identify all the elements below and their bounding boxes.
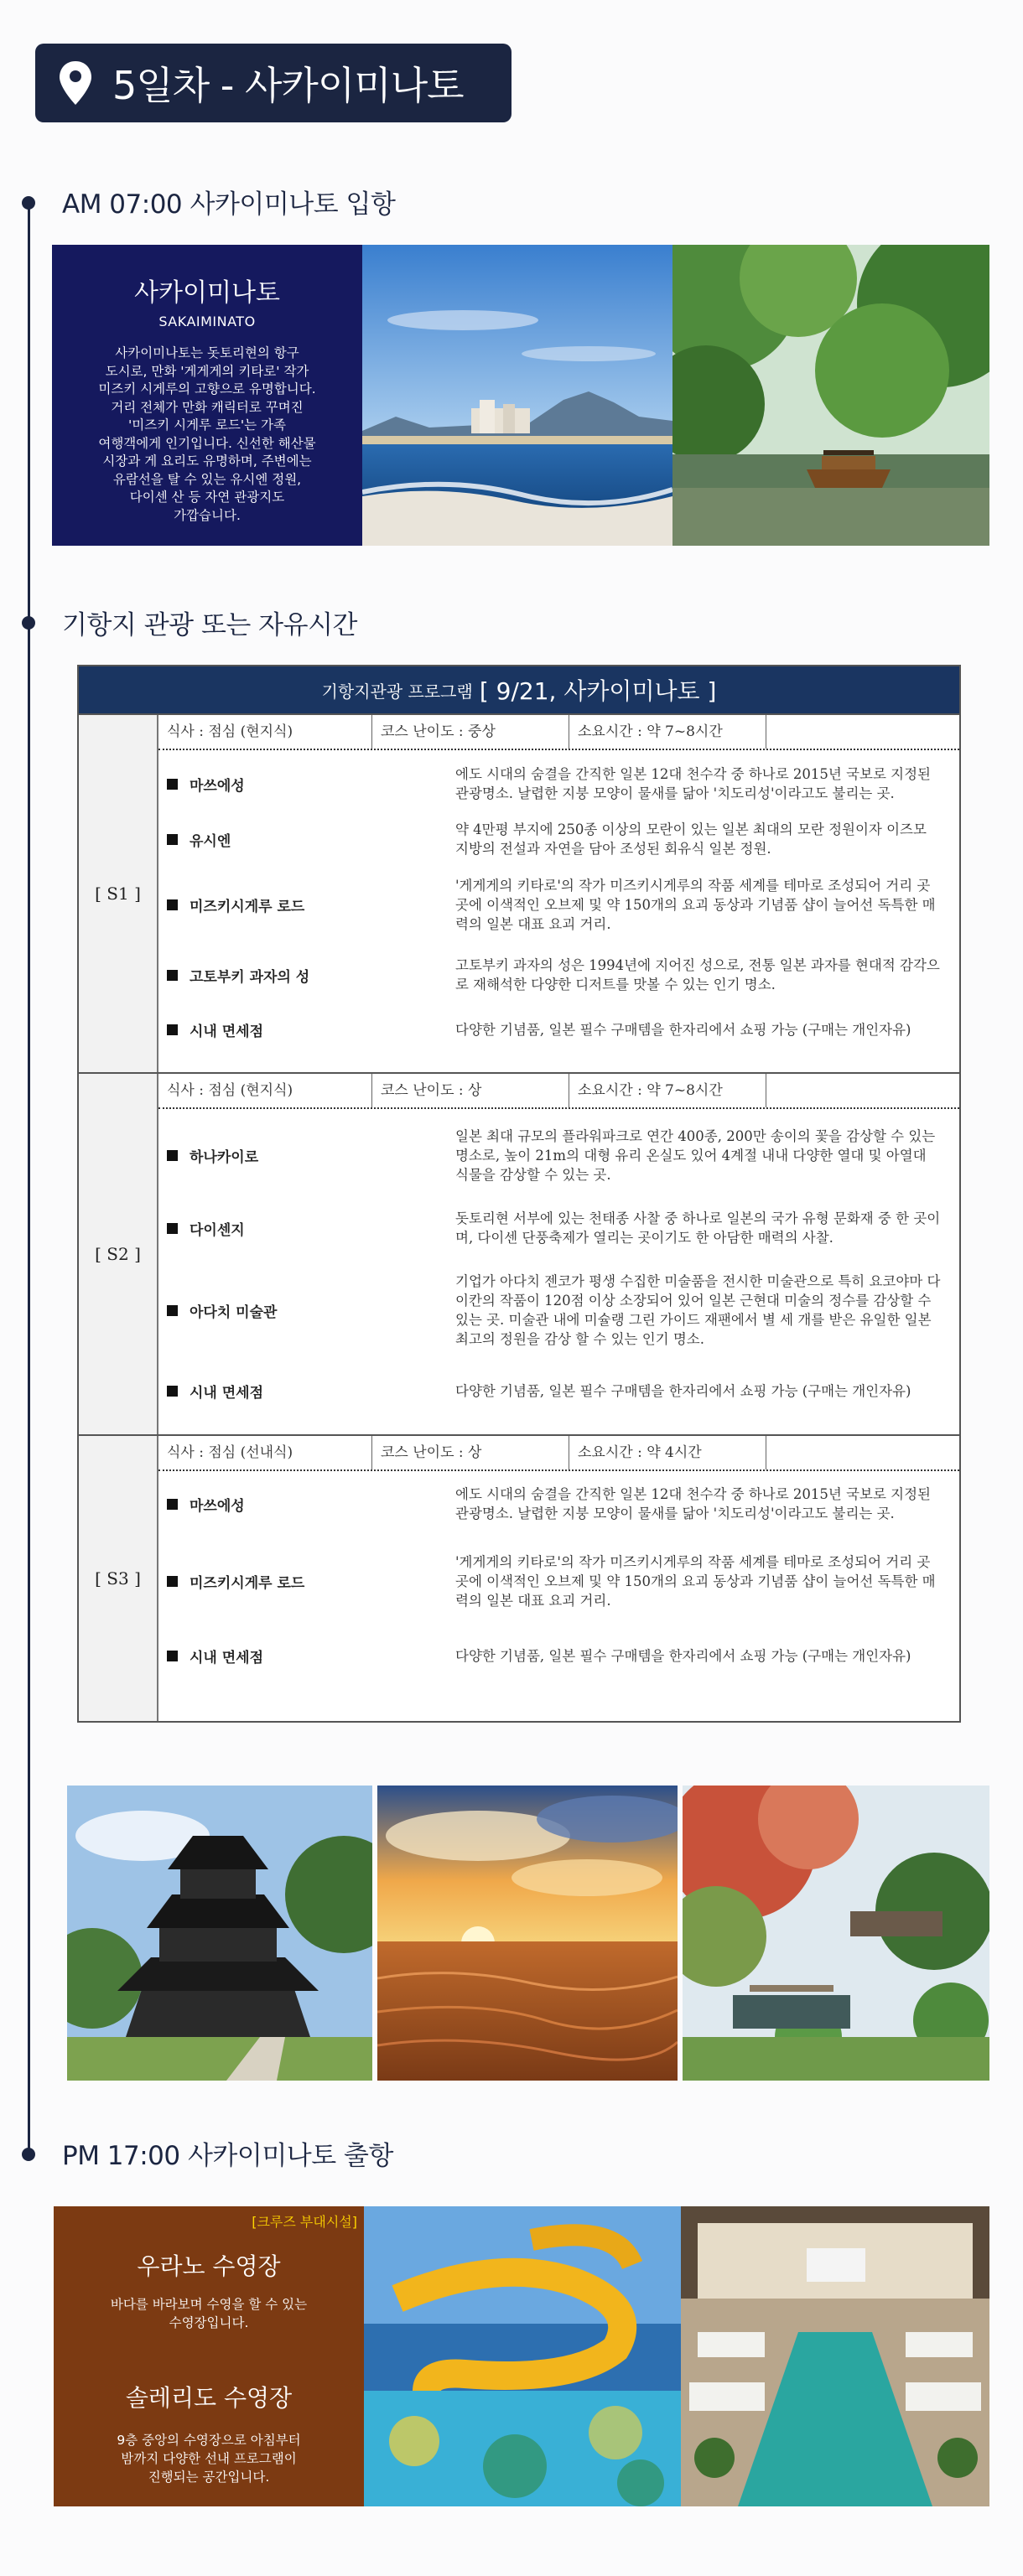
river-boat-photo xyxy=(672,245,989,546)
session-label: [ S1 ] xyxy=(79,715,158,1072)
place-desc: 다양한 기념품, 일본 필수 구매템을 한자리에서 쇼핑 가능 (구매는 개인자유) xyxy=(455,1382,911,1399)
place-desc: 약 4만평 부지에 250종 이상의 모란이 있는 일본 최대의 모란 정원이자 이즈모 지방의 전설과 자연을 담아 조성된 회유식 일본 정원. xyxy=(455,822,927,857)
place-row xyxy=(158,1116,959,1195)
difficulty-info: 코스 난이도 : 상 xyxy=(372,1074,569,1107)
place-desc: '게게게의 키타로'의 작가 미즈키시게루의 작품 세계를 테마로 조성되어 거리 곳곳에 이색적인 오브제 및 약 150개의 요괴 동상과 기념품 샵이 늘어선 독특한 매력의 일본 대표 요괴 거리. xyxy=(455,1553,936,1609)
tour-program-table xyxy=(77,665,961,1723)
timeline-dot xyxy=(22,616,35,630)
day-title: 5일차 - 사카이미나토 xyxy=(112,63,464,108)
duration-info: 소요시간 : 약 7~8시간 xyxy=(569,1074,766,1107)
port-intro xyxy=(52,245,362,546)
place-name: 마쓰에성 xyxy=(190,777,245,795)
place-name: 미즈키시게루 로드 xyxy=(190,1574,305,1592)
place-name: 시내 면세점 xyxy=(190,1649,264,1666)
arrival-title: AM 07:00 사카이미나토 입항 xyxy=(62,189,396,220)
session-meta xyxy=(158,715,959,750)
place-desc: 일본 최대 규모의 플라워파크로 연간 400종, 200만 송이의 꽃을 감상할 수 있는 명소로, 높이 21m의 대형 유리 온실도 있어 4계절 내내 다양한 열대 및 아열대 식물을 감상할 수 있는 곳. xyxy=(455,1127,936,1183)
meal-info: 식사 : 점심 (현지식) xyxy=(158,1074,372,1107)
place-desc: 에도 시대의 숨결을 간직한 일본 12대 천수각 중 하나로 2015년 국보로 지정된 관광명소. 날렵한 지붕 모양이 물새를 닮아 '치도리성'이라고도 불리는 곳. xyxy=(455,1486,931,1521)
timeline-dot xyxy=(22,196,35,210)
place-name: 유시엔 xyxy=(190,832,231,850)
pool2-desc: 9층 중앙의 수영장으로 아침부터 밤까지 다양한 선내 프로그램이 진행되는 공간입니다. xyxy=(117,2433,301,2485)
duration-info: 소요시간 : 약 4시간 xyxy=(569,1436,766,1469)
map-pin-icon xyxy=(57,60,94,106)
place-row xyxy=(158,1632,959,1679)
meal-info: 식사 : 점심 (선내식) xyxy=(158,1436,372,1469)
place-desc: 돗토리현 서부에 있는 천태종 사찰 중 하나로 일본의 국가 유형 문화재 중 한 곳이며, 다이센 단풍축제가 열리는 곳이기도 한 아담한 매력의 사찰. xyxy=(455,1210,941,1246)
departure-title: PM 17:00 사카이미나토 출항 xyxy=(62,2141,393,2171)
place-name: 아다치 미술관 xyxy=(190,1304,278,1321)
timeline-dot xyxy=(22,2148,35,2161)
place-name: 시내 면세점 xyxy=(190,1384,264,1402)
table-title-main: [ 9/21, 사카이미나토 ] xyxy=(479,677,717,705)
place-desc: 다양한 기념품, 일본 필수 구매템을 한자리에서 쇼핑 가능 (구매는 개인자유) xyxy=(455,1647,911,1664)
session-meta xyxy=(158,1074,959,1109)
place-row xyxy=(158,868,959,941)
place-row xyxy=(158,1260,959,1361)
meal-info: 식사 : 점심 (현지식) xyxy=(158,715,372,749)
duration-info: 소요시간 : 약 7~8시간 xyxy=(569,715,766,749)
place-name: 시내 면세점 xyxy=(190,1023,264,1040)
place-row xyxy=(158,1201,959,1255)
table-header xyxy=(79,666,959,713)
session-label: [ S2 ] xyxy=(79,1074,158,1434)
place-desc: 다양한 기념품, 일본 필수 구매템을 한자리에서 쇼핑 가능 (구매는 개인자유) xyxy=(455,1021,911,1038)
place-name: 마쓰에성 xyxy=(190,1497,245,1515)
place-name: 고토부키 과자의 성 xyxy=(190,968,310,986)
place-name: 미즈키시게루 로드 xyxy=(190,898,305,915)
place-desc: 고토부키 과자의 성은 1994년에 지어진 성으로, 전통 일본 과자를 현대적 감각으로 재해석한 다양한 디저트를 맛볼 수 있는 인기 명소. xyxy=(455,957,940,993)
place-desc: 기업가 아다치 젠코가 평생 수집한 미술품을 전시한 미술관으로 특히 요코야마 다이칸의 작품이 120점 이상 소장되어 있어 일본 근현대 미술의 정수를 감상할 수 있는 곳. 미술관 내에 미슐랭 그린 가이드 재팬에서 별 세 개를 받은 유일한 일본 최고의 정원을 감상 할 수 있는 인기 명소. xyxy=(455,1273,941,1347)
port-name: 사카이미나토 xyxy=(134,278,280,308)
difficulty-info: 코스 난이도 : 중상 xyxy=(372,715,569,749)
indoor-pool-photo xyxy=(681,2206,989,2506)
port-name-en: SAKAIMINATO xyxy=(158,314,256,329)
port-description: 사카이미나토는 돗토리현의 항구 도시로, 만화 '게게게의 키타로' 작가 미즈키 시게루의 고향으로 유명합니다. 거리 전체가 만화 캐릭터로 꾸며진 '미즈키 시게루 로드'는 가족 여행객에게 인기입니다. 신선한 해산물 시장과 게 요리도 유명하며, 주변에는 유람선을 탈 수 있는 유시엔 정원, 다이센 산 등 자연 관광지도 가깝습니다. xyxy=(98,345,316,523)
table-title-prefix: 기항지관광 프로그램 xyxy=(321,681,473,702)
session-s1 xyxy=(79,713,959,1072)
japanese-garden-photo xyxy=(683,1786,989,2081)
tour-title: 기항지 관광 또는 자유시간 xyxy=(62,610,357,640)
timeline-line xyxy=(28,198,30,2154)
place-row xyxy=(158,950,959,1000)
session-s2 xyxy=(79,1072,959,1434)
pool1-desc: 바다를 바라보며 수영을 할 수 있는 수영장입니다. xyxy=(110,2297,308,2330)
place-row xyxy=(158,1540,959,1622)
waterslide-pool-photo xyxy=(364,2206,681,2506)
place-row xyxy=(158,1369,959,1412)
session-meta xyxy=(158,1436,959,1471)
day-header xyxy=(35,44,512,122)
place-row xyxy=(158,757,959,811)
place-desc: 에도 시대의 숨결을 간직한 일본 12대 천수각 중 하나로 2015년 국보로 지정된 관광명소. 날렵한 지붕 모양이 물새를 닮아 '치도리성'이라고도 불리는 곳. xyxy=(455,766,931,801)
facility-tag: [크루즈 부대시설] xyxy=(252,2214,357,2230)
place-desc: '게게게의 키타로'의 작가 미즈키시게루의 작품 세계를 테마로 조성되어 거리 곳곳에 이색적인 오브제 및 약 150개의 요괴 동상과 기념품 샵이 늘어선 독특한 매력의 일본 대표 요괴 거리. xyxy=(455,877,936,932)
place-row xyxy=(158,1008,959,1050)
session-label: [ S3 ] xyxy=(79,1436,158,1721)
difficulty-info: 코스 난이도 : 상 xyxy=(372,1436,569,1469)
place-name: 다이센지 xyxy=(190,1221,245,1239)
place-row xyxy=(158,816,959,863)
place-name: 하나카이로 xyxy=(190,1148,259,1166)
beach-photo xyxy=(362,245,672,546)
castle-photo xyxy=(67,1786,372,2081)
place-row xyxy=(158,1478,959,1530)
cruise-facilities xyxy=(54,2206,364,2506)
session-s3 xyxy=(79,1434,959,1721)
pool2-name: 솔레리도 수영장 xyxy=(125,2384,293,2412)
sand-dune-sunset-photo xyxy=(377,1786,678,2081)
pool1-name: 우라노 수영장 xyxy=(137,2252,281,2280)
